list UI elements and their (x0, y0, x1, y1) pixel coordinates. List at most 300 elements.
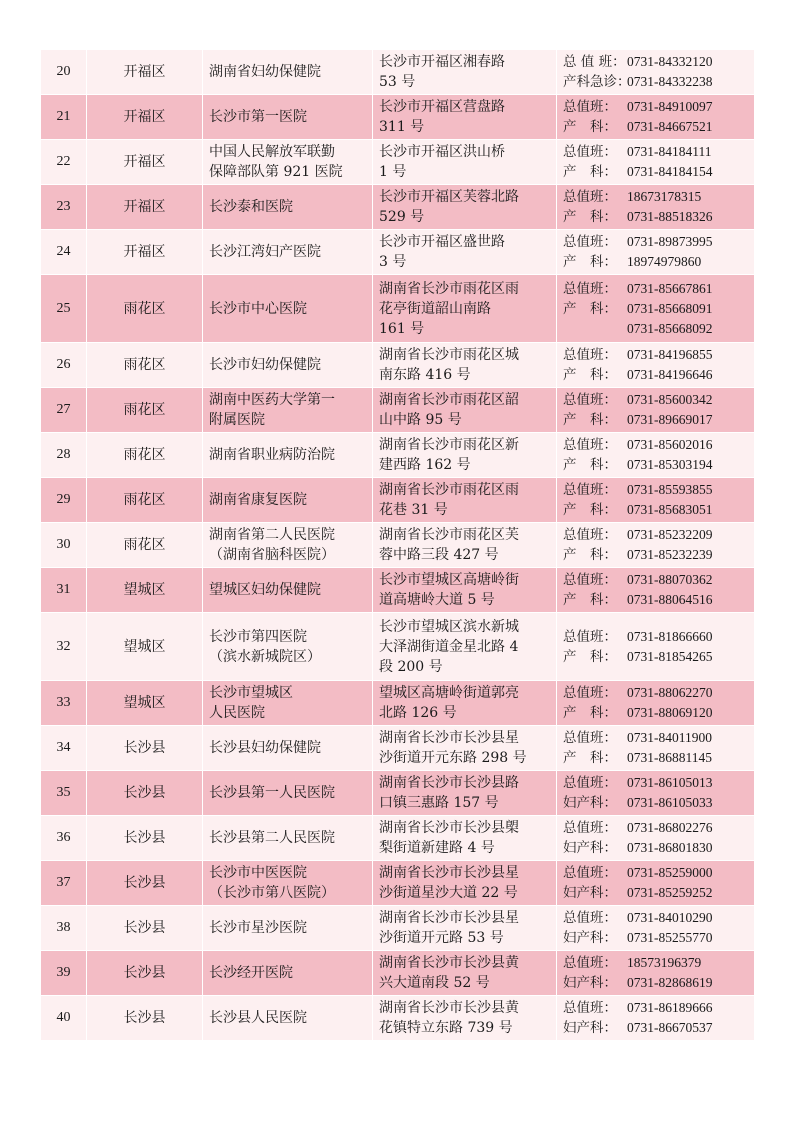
hospital-address (373, 568, 557, 613)
table-row (41, 681, 755, 726)
contact-phones (557, 861, 755, 906)
row-number: 22 (41, 140, 87, 185)
hospital-address (373, 951, 557, 996)
phone-label: 总值班： (563, 685, 617, 701)
phone-line (563, 117, 748, 137)
table-row (41, 771, 755, 816)
contact-phones (557, 478, 755, 523)
phone-line (563, 365, 748, 385)
phone-label: 总值班： (563, 572, 617, 588)
contact-phones (557, 771, 755, 816)
phone-number: 0731-85683051 (627, 502, 713, 517)
district: 长沙县 (87, 906, 203, 951)
phone-number: 0731-85593855 (627, 482, 713, 497)
phone-number: 0731-81866660 (627, 628, 713, 644)
address-line: 花镇特立东路 739 号 (379, 1020, 513, 1036)
table-row (41, 388, 755, 433)
table-row (41, 613, 755, 681)
phone-line (563, 232, 748, 252)
phone-label: 总值班： (563, 144, 617, 160)
phone-line (563, 545, 748, 565)
phone-number: 0731-86105013 (627, 775, 713, 790)
row-number: 25 (41, 275, 87, 343)
row-number: 23 (41, 185, 87, 230)
hospital-address (373, 816, 557, 861)
hospital-name-line: 长沙县人民医院 (209, 1010, 307, 1026)
hospital-address (373, 726, 557, 771)
phone-line (563, 838, 748, 858)
address-line: 311 号 (379, 119, 425, 135)
table-row (41, 50, 755, 95)
phone-label: 产 科： (563, 164, 617, 180)
address-line: 花亭街道韶山南路 (379, 300, 491, 317)
district: 雨花区 (87, 478, 203, 523)
row-number: 20 (41, 50, 87, 95)
phone-number: 0731-85255770 (627, 930, 713, 945)
phone-label: 产 科： (563, 592, 617, 608)
hospital-name-line: 中国人民解放军联勤 (209, 144, 335, 160)
hospital-address (373, 230, 557, 275)
table-body (41, 50, 755, 1041)
hospital-address (373, 388, 557, 433)
phone-line (563, 570, 748, 590)
address-line: 529 号 (379, 209, 425, 225)
phone-number: 0731-89873995 (627, 234, 713, 249)
contact-phones (557, 523, 755, 568)
district: 雨花区 (87, 343, 203, 388)
phone-label: 总值班： (563, 628, 617, 645)
hospital-name-line: 长沙县第一人民医院 (209, 785, 335, 801)
hospital-name (203, 478, 373, 523)
address-line: 湖南省长沙市长沙县星 (379, 865, 519, 881)
district: 长沙县 (87, 726, 203, 771)
phone-number: 0731-84667521 (627, 119, 713, 134)
row-number: 29 (41, 478, 87, 523)
address-line: 蓉中路三段 427 号 (379, 547, 499, 563)
phone-label: 产 科： (563, 300, 617, 317)
hospital-name (203, 523, 373, 568)
phone-number: 0731-84011900 (627, 730, 712, 745)
phone-line (563, 627, 748, 647)
hospital-name-line: 长沙市第一医院 (209, 109, 307, 125)
phone-number: 0731-88062270 (627, 685, 713, 700)
address-line: 沙街道星沙大道 22 号 (379, 885, 518, 901)
row-number: 27 (41, 388, 87, 433)
address-line: 湖南省长沙市雨花区雨 (379, 280, 519, 297)
phone-number: 0731-86189666 (627, 1000, 713, 1015)
phone-number: 0731-86802276 (627, 820, 713, 835)
address-line: 北路 126 号 (379, 705, 457, 721)
row-number: 39 (41, 951, 87, 996)
phone-label: 总值班： (563, 910, 617, 926)
row-number: 33 (41, 681, 87, 726)
phone-line (563, 647, 748, 667)
phone-line (563, 500, 748, 520)
phone-label: 产 科： (563, 209, 617, 225)
phone-label: 总值班： (563, 820, 617, 836)
phone-line (563, 187, 748, 207)
phone-number: 0731-81854265 (627, 648, 713, 664)
address-line: 花巷 31 号 (379, 502, 448, 518)
phone-line (563, 252, 748, 272)
hospital-name (203, 861, 373, 906)
address-line: 3 号 (379, 254, 407, 270)
phone-number: 0731-85303194 (627, 457, 713, 472)
contact-phones (557, 816, 755, 861)
hospital-address (373, 523, 557, 568)
table-row (41, 861, 755, 906)
hospital-address (373, 613, 557, 681)
phone-line (563, 590, 748, 610)
hospital-name-line: 长沙市中心医院 (209, 300, 307, 317)
contact-phones (557, 951, 755, 996)
hospital-name (203, 140, 373, 185)
contact-phones (557, 95, 755, 140)
phone-number: 0731-86105033 (627, 795, 713, 810)
hospital-name-line: 长沙县第二人民医院 (209, 830, 335, 846)
address-line: 湖南省长沙市雨花区韶 (379, 392, 519, 408)
contact-phones (557, 726, 755, 771)
hospital-name (203, 50, 373, 95)
phone-line (563, 480, 748, 500)
hospital-name-line: 长沙泰和医院 (209, 199, 293, 215)
hospital-name (203, 951, 373, 996)
hospital-name-line: 长沙市中医医院 (209, 865, 307, 881)
contact-phones (557, 568, 755, 613)
phone-line (563, 142, 748, 162)
address-line: 湖南省长沙市长沙县㮾 (379, 820, 519, 836)
district: 雨花区 (87, 433, 203, 478)
phone-number: 0731-82868619 (627, 975, 713, 990)
hospital-name (203, 343, 373, 388)
phone-line (563, 279, 748, 299)
hospital-name-line: 长沙市望城区 (209, 685, 293, 701)
address-line: 湖南省长沙市长沙县黄 (379, 1000, 519, 1016)
phone-label: 产 科： (563, 367, 617, 383)
address-line: 1 号 (379, 164, 407, 180)
row-number: 32 (41, 613, 87, 681)
address-line: 湖南省长沙市长沙县路 (379, 775, 519, 791)
phone-number: 0731-84196855 (627, 347, 713, 362)
phone-line (563, 52, 748, 72)
hospital-name-line: 湖南省妇幼保健院 (209, 64, 321, 80)
contact-phones (557, 50, 755, 95)
row-number: 40 (41, 996, 87, 1041)
phone-label: 产 科： (563, 502, 617, 518)
hospital-name-line: 长沙县妇幼保健院 (209, 740, 321, 756)
hospital-name-line: 长沙市第四医院 (209, 628, 307, 645)
phone-label: 总值班： (563, 730, 617, 746)
hospital-table (40, 49, 755, 1041)
hospital-name (203, 613, 373, 681)
phone-line (563, 883, 748, 903)
phone-number: 0731-85602016 (627, 437, 713, 452)
hospital-name (203, 568, 373, 613)
table-row (41, 951, 755, 996)
hospital-name (203, 726, 373, 771)
district: 雨花区 (87, 523, 203, 568)
phone-label: 产 科： (563, 412, 617, 428)
phone-number: 0731-84196646 (627, 367, 713, 382)
row-number: 35 (41, 771, 87, 816)
address-line: 长沙市开福区湘春路 (379, 54, 505, 70)
phone-label: 总值班： (563, 775, 617, 791)
phone-line (563, 793, 748, 813)
district: 长沙县 (87, 951, 203, 996)
district: 望城区 (87, 568, 203, 613)
phone-line (563, 908, 748, 928)
hospital-name (203, 771, 373, 816)
phone-number: 0731-85667861 (627, 280, 713, 296)
row-number: 37 (41, 861, 87, 906)
hospital-name-line: 湖南省职业病防治院 (209, 447, 335, 463)
hospital-name-line: （长沙市第八医院） (209, 885, 335, 901)
phone-number: 0731-84910097 (627, 99, 713, 114)
table-row (41, 726, 755, 771)
hospital-name-line: 湖南中医药大学第一 (209, 392, 335, 408)
row-number: 38 (41, 906, 87, 951)
hospital-name-line: （湖南省脑科医院） (209, 547, 335, 563)
address-line: 望城区高塘岭街道郭亮 (379, 685, 519, 701)
table-row (41, 433, 755, 478)
hospital-name (203, 681, 373, 726)
hospital-address (373, 275, 557, 343)
district: 望城区 (87, 613, 203, 681)
hospital-name-line: 附属医院 (209, 412, 265, 428)
contact-phones (557, 185, 755, 230)
address-line: 长沙市开福区芙蓉北路 (379, 189, 519, 205)
row-number: 21 (41, 95, 87, 140)
phone-line (563, 683, 748, 703)
phone-line (563, 345, 748, 365)
address-line: 长沙市望城区滨水新城 (379, 618, 519, 635)
address-line: 段 200 号 (379, 658, 443, 675)
district: 望城区 (87, 681, 203, 726)
contact-phones (557, 140, 755, 185)
table-row (41, 523, 755, 568)
phone-label: 总值班： (563, 189, 617, 205)
phone-line (563, 973, 748, 993)
phone-number: 18573196379 (627, 955, 702, 970)
table-row (41, 95, 755, 140)
phone-line (563, 1018, 748, 1038)
hospital-address (373, 95, 557, 140)
hospital-name (203, 185, 373, 230)
phone-label: 产 科： (563, 254, 617, 270)
district: 长沙县 (87, 996, 203, 1041)
hospital-name-line: 湖南省第二人民医院 (209, 527, 335, 543)
contact-phones (557, 681, 755, 726)
table-row (41, 996, 755, 1041)
phone-label: 总 值 班： (563, 54, 626, 70)
phone-line (563, 773, 748, 793)
phone-line (563, 410, 748, 430)
contact-phones (557, 343, 755, 388)
phone-number: 0731-84010290 (627, 910, 713, 925)
phone-line (563, 207, 748, 227)
row-number: 34 (41, 726, 87, 771)
address-line: 沙街道开元路 53 号 (379, 930, 504, 946)
phone-number: 0731-85600342 (627, 392, 713, 407)
phone-label: 产 科： (563, 648, 617, 665)
hospital-address (373, 996, 557, 1041)
phone-label: 总值班： (563, 482, 617, 498)
address-line: 长沙市开福区盛世路 (379, 234, 505, 250)
phone-line (563, 72, 748, 92)
phone-number: 18974979860 (627, 254, 702, 269)
hospital-address (373, 478, 557, 523)
phone-line (563, 928, 748, 948)
phone-number: 0731-84184111 (627, 144, 712, 159)
phone-line (563, 162, 748, 182)
hospital-name (203, 275, 373, 343)
table-row (41, 478, 755, 523)
phone-line (563, 525, 748, 545)
table-row (41, 185, 755, 230)
phone-line (563, 703, 748, 723)
hospital-address (373, 861, 557, 906)
phone-line (563, 953, 748, 973)
address-line: 建西路 162 号 (379, 457, 471, 473)
hospital-name (203, 816, 373, 861)
address-line: 161 号 (379, 320, 425, 337)
phone-line (563, 748, 748, 768)
hospital-name-line: 湖南省康复医院 (209, 492, 307, 508)
phone-line (563, 97, 748, 117)
phone-line (563, 435, 748, 455)
address-line: 湖南省长沙市长沙县星 (379, 730, 519, 746)
row-number: 31 (41, 568, 87, 613)
address-line: 湖南省长沙市雨花区新 (379, 437, 519, 453)
phone-label: 总值班： (563, 437, 617, 453)
address-line: 口镇三惠路 157 号 (379, 795, 499, 811)
phone-label: 妇产科： (563, 1020, 617, 1036)
phone-number: 0731-85232239 (627, 547, 713, 562)
phone-label: 总值班： (563, 1000, 617, 1016)
phone-number: 0731-84332120 (627, 54, 713, 69)
table-row (41, 230, 755, 275)
phone-number: 0731-85259252 (627, 885, 713, 900)
hospital-name-line: 长沙市妇幼保健院 (209, 357, 321, 373)
phone-number: 0731-88070362 (627, 572, 713, 587)
phone-label: 妇产科： (563, 840, 617, 856)
address-line: 山中路 95 号 (379, 412, 462, 428)
phone-label: 总值班： (563, 392, 617, 408)
phone-line (563, 728, 748, 748)
phone-number: 18673178315 (627, 189, 702, 204)
phone-label: 妇产科： (563, 930, 617, 946)
phone-number: 0731-85232209 (627, 527, 713, 542)
contact-phones (557, 906, 755, 951)
address-line: 长沙市开福区洪山桥 (379, 144, 505, 160)
contact-phones (557, 275, 755, 343)
hospital-name-line: 望城区妇幼保健院 (209, 582, 321, 598)
hospital-name-line: 人民医院 (209, 705, 265, 721)
phone-number: 0731-89669017 (627, 412, 713, 427)
address-line: 湖南省长沙市雨花区雨 (379, 482, 519, 498)
address-line: 长沙市开福区营盘路 (379, 99, 505, 115)
hospital-address (373, 185, 557, 230)
phone-number: 0731-88069120 (627, 705, 713, 720)
table-row (41, 343, 755, 388)
phone-line (563, 390, 748, 410)
address-line: 道高塘岭大道 5 号 (379, 592, 495, 608)
phone-line (563, 299, 748, 319)
hospital-name-line: 长沙市星沙医院 (209, 920, 307, 936)
phone-number: 0731-85668091 (627, 300, 713, 316)
phone-number: 0731-84184154 (627, 164, 713, 179)
table-row (41, 568, 755, 613)
table-row (41, 275, 755, 343)
address-line: 长沙市望城区高塘岭街 (379, 572, 519, 588)
phone-number: 0731-84332238 (627, 74, 713, 89)
hospital-name-line: 保障部队第 921 医院 (209, 164, 343, 180)
hospital-address (373, 50, 557, 95)
contact-phones (557, 388, 755, 433)
phone-number: 0731-85259000 (627, 865, 713, 880)
row-number: 30 (41, 523, 87, 568)
contact-phones (557, 433, 755, 478)
district: 雨花区 (87, 388, 203, 433)
hospital-name-line: 长沙经开医院 (209, 965, 293, 981)
address-line: 梨街道新建路 4 号 (379, 840, 495, 856)
phone-label: 总值班： (563, 347, 617, 363)
address-line: 湖南省长沙市长沙县星 (379, 910, 519, 926)
hospital-name (203, 433, 373, 478)
hospital-address (373, 433, 557, 478)
row-number: 36 (41, 816, 87, 861)
phone-label: 妇产科： (563, 795, 617, 811)
district: 长沙县 (87, 861, 203, 906)
district: 长沙县 (87, 771, 203, 816)
phone-number: 0731-86670537 (627, 1020, 713, 1035)
hospital-name (203, 230, 373, 275)
phone-number: 0731-86801830 (627, 840, 713, 855)
row-number: 26 (41, 343, 87, 388)
phone-label: 妇产科： (563, 885, 617, 901)
phone-label: 总值班： (563, 99, 617, 115)
phone-label: 产 科： (563, 457, 617, 473)
contact-phones (557, 996, 755, 1041)
phone-line (563, 863, 748, 883)
address-line: 大泽湖街道金星北路 4 (379, 638, 519, 655)
address-line: 兴大道南段 52 号 (379, 975, 490, 991)
hospital-name (203, 996, 373, 1041)
phone-number: 0731-88518326 (627, 209, 713, 224)
hospital-address (373, 140, 557, 185)
table-row (41, 140, 755, 185)
district: 开福区 (87, 50, 203, 95)
phone-line (563, 455, 748, 475)
hospital-address (373, 343, 557, 388)
address-line: 湖南省长沙市长沙县黄 (379, 955, 519, 971)
phone-line (563, 818, 748, 838)
hospital-name-line: 长沙江湾妇产医院 (209, 244, 321, 260)
hospital-name (203, 906, 373, 951)
phone-number: 0731-86881145 (627, 750, 712, 765)
phone-label: 产 科： (563, 705, 617, 721)
phone-label: 总值班： (563, 955, 617, 971)
district: 开福区 (87, 95, 203, 140)
district: 开福区 (87, 230, 203, 275)
row-number: 24 (41, 230, 87, 275)
phone-label: 产 科： (563, 547, 617, 563)
contact-phones (557, 230, 755, 275)
district: 开福区 (87, 140, 203, 185)
phone-number: 0731-88064516 (627, 592, 713, 607)
phone-label: 产 科： (563, 119, 617, 135)
phone-line (563, 319, 748, 339)
